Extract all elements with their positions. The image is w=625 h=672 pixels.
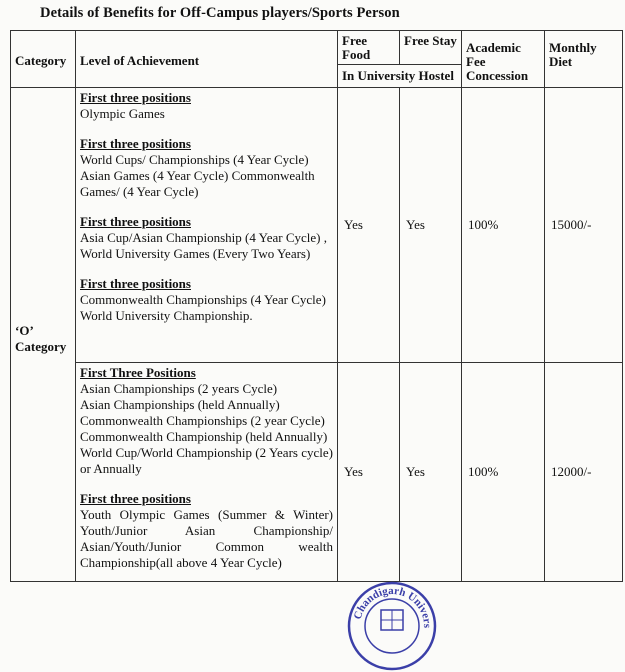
- group-line: World University Championship.: [80, 308, 253, 323]
- benefits-table: [10, 30, 623, 582]
- group-line: Youth Olympic Games (Summer & Winter) Youth/Junior Asian Championship/ Asian/Youth/Junior Common wealth Championship(all above 4 Year Cycle): [80, 507, 333, 570]
- header-free-food: Free Food: [338, 31, 400, 65]
- group-heading: First Three Positions: [80, 365, 196, 380]
- group-line: Commonwealth Championship (held Annually): [80, 429, 328, 444]
- header-academic: Academic Fee Concession: [462, 31, 545, 88]
- group-line: Asia Cup/Asian Championship (4 Year Cycle) ,: [80, 230, 327, 245]
- achievement-group: [80, 276, 333, 324]
- free-stay-value: Yes: [400, 88, 462, 363]
- diet-value: 12000/-: [545, 363, 623, 582]
- group-line: Commonwealth Championships (4 Year Cycle): [80, 292, 326, 307]
- group-heading: First three positions: [80, 276, 191, 291]
- page-title: Details of Benefits for Off-Campus players/Sports Person: [40, 5, 400, 21]
- header-level: Level of Achievement: [76, 31, 338, 88]
- free-food-value: Yes: [338, 363, 400, 582]
- achievement-cell: [76, 88, 338, 363]
- group-line: Asian Championships (2 years Cycle): [80, 381, 278, 396]
- group-heading: First three positions: [80, 491, 191, 506]
- group-line: World University Games (Every Two Years): [80, 246, 311, 261]
- group-line: World Cups/ Championships (4 Year Cycle): [80, 152, 309, 167]
- header-in-hostel: In University Hostel: [338, 65, 462, 88]
- category-label-2: Category: [15, 338, 67, 354]
- group-heading: First three positions: [80, 90, 191, 105]
- free-food-value: Yes: [338, 88, 400, 363]
- group-heading: First three positions: [80, 214, 191, 229]
- free-stay-value: Yes: [400, 363, 462, 582]
- achievement-group: [80, 365, 333, 477]
- group-line: Commonwealth Championships (2 year Cycle): [80, 413, 325, 428]
- academic-value: 100%: [462, 363, 545, 582]
- header-free-stay: Free Stay: [400, 31, 462, 65]
- svg-text:Chandigarh Univers: Chandigarh Univers: [351, 584, 434, 629]
- group-line: Olympic Games: [80, 106, 165, 121]
- academic-value: 100%: [462, 88, 545, 363]
- achievement-group: [80, 90, 333, 122]
- category-label-1: ‘O’: [15, 322, 34, 338]
- achievement-group: [80, 214, 333, 262]
- group-heading: First three positions: [80, 136, 191, 151]
- achievement-group: [80, 491, 333, 571]
- category-cell: [11, 88, 76, 582]
- diet-value: 15000/-: [545, 88, 623, 363]
- group-line: Asian Championships (held Annually): [80, 397, 280, 412]
- group-line: Asian Games (4 Year Cycle) Commonwealth Games/ (4 Year Cycle): [80, 168, 315, 199]
- header-category: Category: [11, 31, 76, 88]
- university-seal-icon: [346, 580, 438, 672]
- header-diet: Monthly Diet: [545, 31, 623, 88]
- achievement-cell: [76, 363, 338, 582]
- group-line: World Cup/World Championship (2 Years cycle) or Annually: [80, 445, 333, 476]
- achievement-group: [80, 136, 333, 200]
